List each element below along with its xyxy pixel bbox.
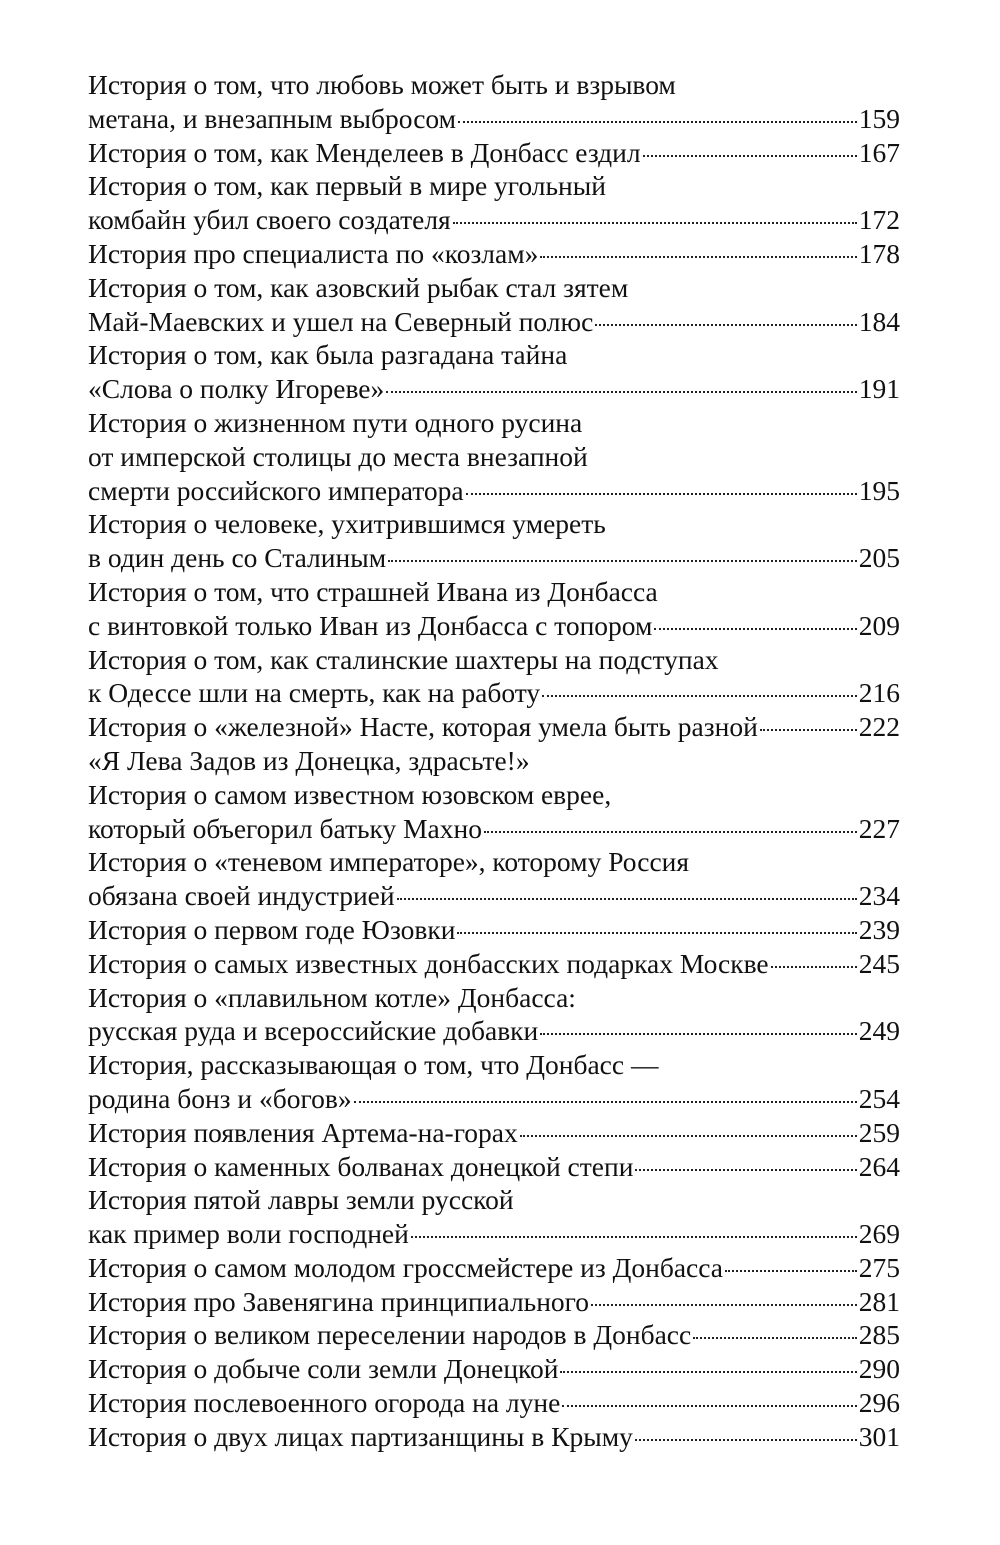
toc-entry-title: История про специалиста по «козлам» [88,237,539,269]
toc-entry-last-line [88,1285,900,1319]
toc-entry-last-line [88,136,900,170]
toc-entry [88,237,900,271]
toc-entry-title: метана, и внезапным выбросом [88,102,457,134]
toc-entry-title: в один день со Сталиным [88,542,387,574]
dot-leader [693,1337,857,1339]
toc-entry [88,710,900,744]
toc-entry [88,744,900,845]
toc-entry-last-line [88,1014,900,1048]
toc-entry [88,1251,900,1285]
toc-entry-title: История о каменных болванах донецкой степи [88,1150,634,1182]
toc-entry-title: История о том, как Менделеев в Донбасс ездил [88,136,641,168]
toc-entry-last-line [88,1082,900,1116]
toc-entry [88,643,900,711]
toc-entry-last-line [88,203,900,237]
toc-entry [88,136,900,170]
toc-page-number: 296 [858,1387,900,1419]
toc-entry [88,981,900,1049]
dot-leader [542,695,857,697]
toc-entry-title: Май-Маевских и ушел на Северный полюс [88,305,594,337]
toc-page-number: 195 [858,474,900,506]
toc-entry [88,271,900,339]
toc-entry-line: История о «плавильном котле» Донбасса: [88,981,576,1013]
toc-entry-line: История пятой лавры земли русской [88,1184,514,1216]
dot-leader [453,222,857,224]
toc-entry-title: История о добыче соли земли Донецкой [88,1353,559,1385]
dot-leader [635,1169,856,1171]
toc-entry-line: История, рассказывающая о том, что Донбасс — [88,1049,659,1081]
toc-entry [88,1183,900,1251]
toc-page-number: 205 [858,542,900,574]
toc-entry-line: История о том, что любовь может быть и взрывом [88,69,676,100]
toc-page-number: 184 [858,305,900,337]
toc-entry [88,1420,900,1454]
toc-entry-title: родина бонз и «богов» [88,1082,352,1114]
toc-page-number: 234 [858,880,900,912]
toc-entry-title: История о самых известных донбасских подарках Москве [88,947,769,979]
dot-leader [635,1439,857,1441]
toc-entry-title: История послевоенного огорода на луне [88,1387,561,1419]
dot-leader [562,1405,856,1407]
toc-entry-title: История о самом молодом гроссмейстере из Донбасса [88,1251,723,1283]
toc-entry-title: «Слова о полку Игореве» [88,373,385,405]
toc-entry-title: русская руда и всероссийские добавки [88,1015,539,1047]
toc-entry-title: комбайн убил своего создателя [88,204,451,236]
toc-entry-title: История появления Артема-на-горах [88,1116,518,1148]
toc-entry-line: История о том, что страшней Ивана из Донбасса [88,575,658,607]
toc-entry-line: «Я Лева Задов из Донецка, здрасьте!» [88,744,530,776]
toc-entry-line: История о человеке, ухитрившимся умереть [88,508,606,540]
dot-leader [643,155,857,157]
dot-leader [540,256,856,258]
toc-page-number: 290 [858,1353,900,1385]
toc-entry-line: История о жизненном пути одного русина [88,406,583,438]
toc-page-number: 259 [858,1116,900,1148]
toc-entry [88,406,900,507]
toc-entry-line: История о самом известном юзовском еврее, [88,778,612,810]
toc-page-number: 167 [858,136,900,168]
toc-page-number: 216 [858,677,900,709]
toc-entry-last-line [88,1420,900,1454]
dot-leader [760,729,857,731]
dot-leader [397,898,857,900]
dot-leader [458,121,857,123]
dot-leader [540,1033,856,1035]
toc-entry-line: История о том, как азовский рыбак стал зятем [88,271,629,303]
toc-page-number: 209 [858,609,900,641]
toc-entry-last-line [88,541,900,575]
toc-page-number: 178 [858,237,900,269]
toc-entry-title: История о «железной» Насте, которая умела быть разной [88,711,758,743]
toc-entry-last-line [88,812,900,846]
dot-leader [560,1371,856,1373]
toc-page-number: 281 [858,1285,900,1317]
dot-leader [591,1304,857,1306]
dot-leader [520,1135,857,1137]
toc-entry-line: История о том, как была разгадана тайна [88,339,568,371]
toc-entry-last-line [88,102,900,136]
toc-page-number: 245 [858,947,900,979]
dot-leader [386,391,856,393]
toc-entry [88,1318,900,1352]
toc-page-number: 172 [858,204,900,236]
toc-entry [88,507,900,575]
toc-page-number: 301 [858,1420,900,1452]
toc-entry-line: История о том, как сталинские шахтеры на подступах [88,643,719,675]
toc-page-number: 254 [858,1082,900,1114]
toc-entry [88,845,900,913]
toc-entry-last-line [88,305,900,339]
toc-entry-line: История о том, как первый в мире угольный [88,170,606,202]
toc-entry-last-line [88,947,900,981]
toc-entry [88,947,900,981]
dot-leader [771,966,857,968]
toc-entry-title: История о двух лицах партизанщины в Крыму [88,1420,633,1452]
toc-entry [88,913,900,947]
toc-entry-title: который объегорил батьку Махно [88,812,482,844]
toc-entry-last-line [88,1352,900,1386]
toc-entry-title: с винтовкой только Иван из Донбасса с топором [88,609,653,641]
toc-page-number: 191 [858,373,900,405]
dot-leader [388,560,857,562]
toc-entry-last-line [88,1318,900,1352]
toc-entry [88,68,900,136]
toc-entry-last-line [88,710,900,744]
toc-entry-last-line [88,1116,900,1150]
toc-page-number: 264 [858,1150,900,1182]
toc-entry-last-line [88,474,900,508]
toc-entry-title: обязана своей индустрией [88,880,395,912]
toc-entry-last-line [88,1386,900,1420]
dot-leader [466,493,857,495]
toc-entry-last-line [88,1251,900,1285]
toc-entry-last-line [88,237,900,271]
dot-leader [654,628,856,630]
toc-page-number: 227 [858,812,900,844]
toc-page-number: 275 [858,1251,900,1283]
toc-entry-title: к Одессе шли на смерть, как на работу [88,677,541,709]
toc-entry-title: как пример воли господней [88,1218,409,1250]
dot-leader [411,1236,857,1238]
dot-leader [595,324,856,326]
toc-entry [88,338,900,406]
toc-entry-last-line [88,879,900,913]
toc-entry [88,1048,900,1116]
toc-entry-last-line [88,1150,900,1184]
toc-entry-line: от имперской столицы до места внезапной [88,440,588,472]
toc-entry-last-line [88,676,900,710]
toc-page-number: 285 [858,1319,900,1351]
toc-page-number: 239 [858,913,900,945]
toc-entry [88,1352,900,1386]
toc-entry-last-line [88,913,900,947]
toc-entry-title: История о великом переселении народов в Донбасс [88,1319,692,1351]
toc-entry-last-line [88,372,900,406]
toc-entry-last-line [88,609,900,643]
toc-page-number: 222 [858,711,900,743]
toc-page-number: 159 [858,102,900,134]
toc-entry-last-line [88,1217,900,1251]
toc-entry [88,1150,900,1184]
dot-leader [725,1270,857,1272]
toc-page-number: 249 [858,1015,900,1047]
toc-entry [88,1116,900,1150]
toc-entry [88,1285,900,1319]
toc-entry-title: История о первом годе Юзовки [88,913,456,945]
dot-leader [457,932,856,934]
table-of-contents [88,68,900,1454]
toc-entry [88,575,900,643]
toc-entry [88,1386,900,1420]
dot-leader [354,1101,857,1103]
toc-entry [88,169,900,237]
toc-page-number: 269 [858,1218,900,1250]
toc-entry-title: История про Завенягина принципиального [88,1285,590,1317]
toc-entry-title: смерти российского императора [88,474,464,506]
toc-entry-line: История о «теневом императоре», которому Россия [88,846,690,878]
dot-leader [484,831,857,833]
